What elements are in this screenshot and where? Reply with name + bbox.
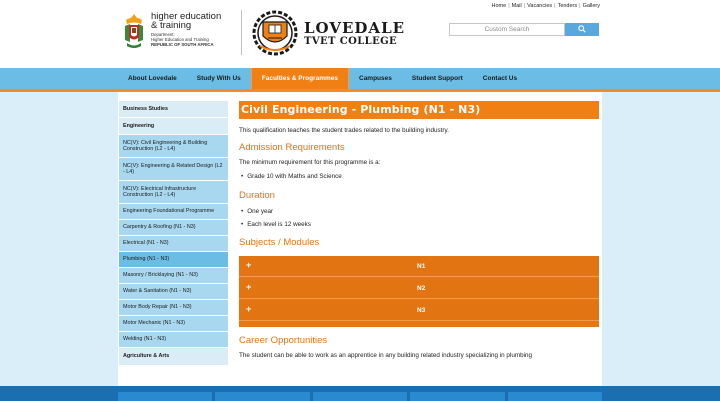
sidebar-item-plumbing[interactable]: Plumbing (N1 - N3) <box>119 252 228 268</box>
dhet-title-line2: & training <box>151 20 192 31</box>
header-divider <box>241 10 242 55</box>
search-box <box>449 23 599 36</box>
duration-item-2: • Each level is 12 weeks <box>241 221 311 228</box>
site-footer <box>0 386 720 401</box>
sidebar-item-agriculture-arts[interactable]: Agriculture & Arts <box>119 348 228 366</box>
sidebar-item-ncv-electrical[interactable]: NC(V): Electrical Infrastructure Construction (L2 - L4) <box>119 181 228 204</box>
sidebar-item-ncv-civil[interactable]: NC(V): Civil Engineering & Building Construction (L2 - L4) <box>119 135 228 158</box>
nav-faculties-programmes[interactable]: Faculties & Programmes <box>251 68 349 89</box>
footer-tile <box>410 392 504 401</box>
sidebar-item-motor-body[interactable]: Motor Body Repair (N1 - N3) <box>119 300 228 316</box>
sidebar-item-carpentry[interactable]: Carpentry & Roofing (N1 - N3) <box>119 220 228 236</box>
lovedale-emblem-icon <box>252 10 298 56</box>
sidebar-item-motor-mechanic[interactable]: Motor Mechanic (N1 - N3) <box>119 316 228 332</box>
module-row-n3[interactable] <box>239 300 599 321</box>
main-content <box>239 101 599 359</box>
sidebar-item-masonry[interactable]: Masonry / Bricklaying (N1 - N3) <box>119 268 228 284</box>
top-links: Home | Mail | Vacancies | Tenders | Gallery <box>491 3 600 9</box>
career-text: The student can be able to work as an apprentice in any building related industry specializing in plumbing <box>239 352 532 359</box>
sidebar-item-engineering[interactable]: Engineering <box>119 118 228 135</box>
nav-about-lovedale[interactable]: About Lovedale <box>128 75 177 82</box>
college-name: LOVEDALE <box>304 19 406 37</box>
dhet-sub3: REPUBLIC OF SOUTH AFRICA <box>151 42 214 47</box>
modules-accordion <box>239 256 599 327</box>
footer-tile <box>215 392 309 401</box>
sidebar-item-welding[interactable]: Welding (N1 - N3) <box>119 332 228 348</box>
footer-tile <box>118 392 212 401</box>
dhet-logo[interactable] <box>121 12 233 56</box>
expand-icon: + <box>246 260 252 270</box>
search-icon <box>578 25 586 33</box>
page-title: Civil Engineering - Plumbing (N1 - N3) <box>239 101 599 119</box>
expand-icon: + <box>246 304 252 314</box>
nav-campuses[interactable]: Campuses <box>359 75 392 82</box>
subjects-heading: Subjects / Modules <box>239 237 320 248</box>
nav-study-with-us[interactable]: Study With Us <box>196 75 241 82</box>
admission-heading: Admission Requirements <box>239 142 345 153</box>
module-label: N1 <box>417 263 426 270</box>
search-button[interactable] <box>565 23 599 36</box>
module-label: N3 <box>417 307 426 314</box>
admission-item: • Grade 10 with Maths and Science <box>241 173 342 180</box>
sidebar-item-foundational[interactable]: Engineering Foundational Programme <box>119 204 228 220</box>
module-row-n2[interactable] <box>239 278 599 299</box>
sidebar-item-business-studies[interactable]: Business Studies <box>119 101 228 118</box>
top-link-gallery[interactable]: Gallery <box>582 3 600 9</box>
dhet-sub2: Higher Education and Training <box>151 37 209 42</box>
top-link-vacancies[interactable]: Vacancies <box>527 3 553 9</box>
footer-tile <box>313 392 407 401</box>
duration-item-1: • One year <box>241 208 273 215</box>
top-link-tenders[interactable]: Tenders <box>557 3 578 9</box>
nav-contact-us[interactable]: Contact Us <box>482 75 518 82</box>
dhet-sub1: Department: <box>151 32 175 37</box>
coat-of-arms-icon <box>121 12 147 52</box>
main-nav <box>0 68 720 89</box>
admission-text: The minimum requirement for this programme is a: <box>239 159 381 166</box>
intro-text: This qualification teaches the student trades related to the building industry. <box>239 127 449 134</box>
career-heading: Career Opportunities <box>239 335 328 346</box>
top-link-home[interactable]: Home <box>491 3 507 9</box>
module-row-n1[interactable] <box>239 256 599 277</box>
search-input[interactable] <box>449 23 565 36</box>
expand-icon: + <box>246 282 252 292</box>
sidebar-item-electrical[interactable]: Electrical (N1 - N3) <box>119 236 228 252</box>
sidebar-item-water-sanitation[interactable]: Water & Sanitation (N1 - N3) <box>119 284 228 300</box>
college-subname: TVET COLLEGE <box>304 36 398 47</box>
sidebar-menu <box>119 101 228 366</box>
dhet-title-line1: higher education <box>151 11 222 22</box>
module-label: N2 <box>417 285 426 292</box>
duration-heading: Duration <box>239 190 275 201</box>
footer-tile <box>508 392 602 401</box>
top-link-mail[interactable]: Mail <box>511 3 522 9</box>
nav-student-support[interactable]: Student Support <box>411 75 463 82</box>
sidebar-item-ncv-engineering-design[interactable]: NC(V): Engineering & Related Design (L2 - L4) <box>119 158 228 181</box>
